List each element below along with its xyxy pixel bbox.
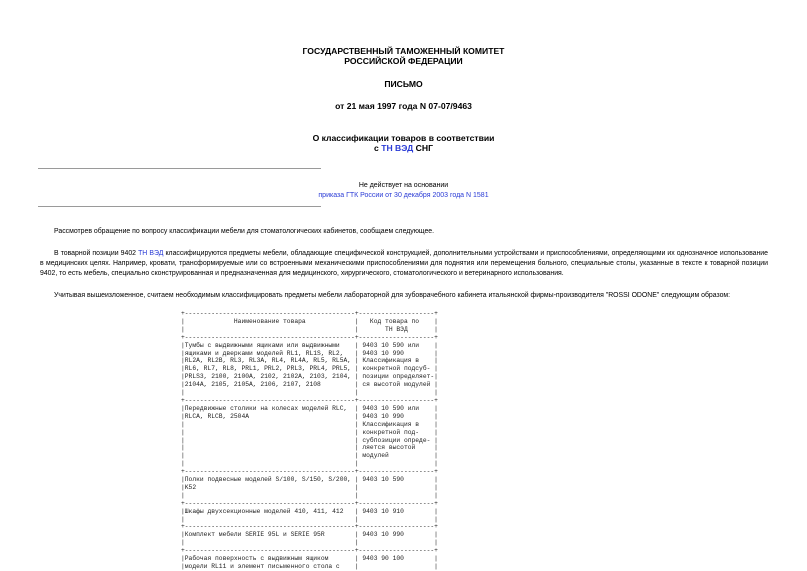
table-border: +---------------------------------------------+--------------------+	[181, 333, 438, 341]
table-row: |2104A, 2105, 2105A, 2106, 2107, 2108 | ся высотой модулей |	[181, 381, 438, 389]
table-row: | | субпозиции опреде- |	[181, 436, 438, 444]
table-border: +---------------------------------------------+--------------------+	[181, 310, 438, 317]
table-row: |Тумбы с выдвижными ящиками или выдвижными | 9403 10 590 или |	[181, 341, 438, 349]
table-row: |Передвижные столики на колесах моделей RLC, | 9403 10 590 или |	[181, 404, 438, 412]
status-notice: Не действует на основании	[358, 182, 449, 189]
table-row: |модели RL11 и элемент письменного стола с | |	[181, 563, 438, 570]
tn-ved-link[interactable]: ТН ВЭД	[381, 143, 414, 153]
table-border: +---------------------------------------------+--------------------+	[181, 547, 438, 555]
para2-suffix: классифицируются предметы мебели, обладающие специфической конструкцией, дополнительными устройствами и приспособлениями, определяющими их однозначное использование в медицинских целях. Например, кровати, трансформируемые или со встроенными механическими приспособлениями для поднятия или перемещения больного, специальные столы, указанные в тексте к товарной позиции 9402, то есть мебель, специально сконструированная и предназначенная для медицинского, хирургического, стоматологического и ветеринарного использования.	[40, 250, 768, 277]
table-row: |Шкафы двухсекционные моделей 410, 411, 412 | 9403 10 910 |	[181, 507, 438, 515]
table-row: |Рабочая поверхность с выдвижным ящиком | 9403 90 100 |	[181, 555, 438, 563]
document-type: ПИСЬМО	[384, 79, 423, 89]
table-row: |K52 | |	[181, 483, 438, 491]
table-row: | | ляется высотой |	[181, 444, 438, 452]
table-spacer: | | |	[181, 460, 438, 468]
table-row: |RL6, RL7, RL8, PRL1, PRL2, PRL3, PRL4, PRL5, | конкретной подсуб- |	[181, 365, 438, 373]
table-header-row: | | ТН ВЭД |	[181, 325, 438, 333]
table-spacer: | | |	[181, 491, 438, 499]
table-spacer: | | |	[181, 539, 438, 547]
subject-line-2	[0, 143, 807, 153]
paragraph-conclusion: Учитывая вышеизложенное, считаем необходимым классифицировать предметы мебели лабораторной для зубоврачебного кабинета итальянской фирмы-производителя "ROSSI ODONE" следующим образом:	[54, 292, 731, 299]
table-row: |ящиками и дверками моделей RL1, RL1S, RL2, | 9403 10 990 |	[181, 349, 438, 357]
classification-table	[181, 310, 438, 571]
table-spacer: | | |	[181, 389, 438, 397]
table-border: +---------------------------------------------+--------------------+	[181, 499, 438, 507]
table-header-row: | Наименование товара | Код товара по |	[181, 317, 438, 325]
tn-ved-inline-link[interactable]: ТН ВЭД	[138, 250, 164, 257]
para2-prefix: В товарной позиции 9402	[54, 250, 139, 257]
table-row: | | конкретной под- |	[181, 428, 438, 436]
subject-line-1: О классификации товаров в соответствии	[312, 133, 495, 143]
repeal-basis-link[interactable]: приказа ГТК России от 30 декабря 2003 года N 1581	[318, 192, 489, 199]
notice-bottom-divider	[38, 206, 321, 207]
paragraph-intro: Рассмотрев обращение по вопросу классификации мебели для стоматологических кабинетов, сообщаем следующее.	[54, 228, 435, 235]
subject-prefix: с	[374, 143, 382, 153]
table-row: |RL2A, RL2B, RL3, RL3A, RL4, RL4A, RL5, RL5A, | Классификация в |	[181, 357, 438, 365]
table-border: +---------------------------------------------+--------------------+	[181, 396, 438, 404]
table-row: |Комплект мебели SERIE 95L и SERIE 95R | 9403 10 990 |	[181, 531, 438, 539]
table-spacer: | | |	[181, 515, 438, 523]
table-border: +---------------------------------------------+--------------------+	[181, 468, 438, 476]
table-border: +---------------------------------------------+--------------------+	[181, 523, 438, 531]
table-row: | | Классификация в |	[181, 420, 438, 428]
subject-suffix: СНГ	[413, 143, 433, 153]
paragraph-heading-9402	[40, 249, 768, 279]
table-row: | | модулей |	[181, 452, 438, 460]
issuer-line-1: ГОСУДАРСТВЕННЫЙ ТАМОЖЕННЫЙ КОМИТЕТ	[302, 46, 505, 56]
notice-top-divider	[38, 168, 321, 169]
table-row: |PRLS3, 2100, 2100A, 2102, 2102A, 2103, 2104, | позиции определяет-|	[181, 373, 438, 381]
table-row: |RLCA, RLCB, 2504A | 9403 10 990 |	[181, 412, 438, 420]
issuer-line-2: РОССИЙСКОЙ ФЕДЕРАЦИИ	[344, 56, 463, 66]
table-row: |Полки подвесные моделей S/100, S/150, S/200, | 9403 10 590 |	[181, 476, 438, 484]
document-date-number: от 21 мая 1997 года N 07-07/9463	[335, 101, 472, 111]
